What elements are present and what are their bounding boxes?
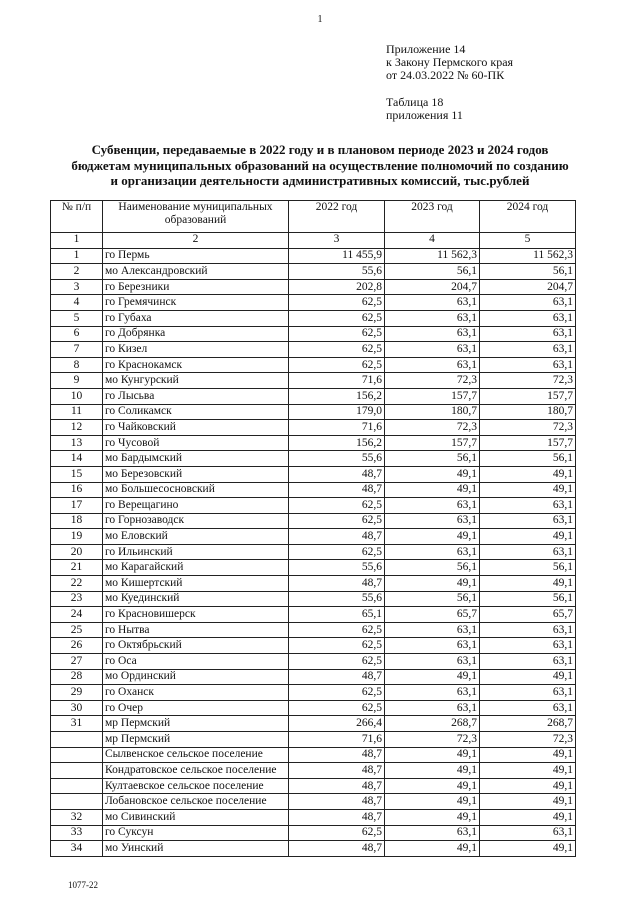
municipality-name: го Чайковский (103, 420, 289, 436)
value-2023: 56,1 (385, 451, 480, 467)
table-row (51, 778, 576, 794)
value-2023: 63,1 (385, 342, 480, 358)
municipality-name: го Березники (103, 279, 289, 295)
row-number: 26 (51, 638, 103, 654)
table-row (51, 809, 576, 825)
footer-code: 1077-22 (68, 880, 98, 890)
row-number: 34 (51, 841, 103, 857)
row-number: 21 (51, 560, 103, 576)
subvention-table (50, 200, 576, 857)
table-row (51, 357, 576, 373)
value-2024: 63,1 (480, 544, 576, 560)
row-number (51, 794, 103, 810)
value-2024: 56,1 (480, 560, 576, 576)
value-2024: 65,7 (480, 607, 576, 623)
row-number: 15 (51, 466, 103, 482)
value-2023: 49,1 (385, 841, 480, 857)
value-2024: 63,1 (480, 295, 576, 311)
value-2024: 63,1 (480, 513, 576, 529)
table-row (51, 248, 576, 264)
table-row (51, 669, 576, 685)
value-2022: 62,5 (289, 498, 385, 514)
value-2022: 55,6 (289, 451, 385, 467)
value-2022: 62,5 (289, 638, 385, 654)
value-2023: 63,1 (385, 638, 480, 654)
table-row (51, 560, 576, 576)
row-number: 3 (51, 279, 103, 295)
value-2022: 55,6 (289, 560, 385, 576)
value-2022: 62,5 (289, 295, 385, 311)
value-2023: 63,1 (385, 498, 480, 514)
value-2023: 63,1 (385, 295, 480, 311)
value-2022: 156,2 (289, 435, 385, 451)
row-number: 31 (51, 716, 103, 732)
header-2024: 2024 год (480, 201, 576, 233)
table-row (51, 622, 576, 638)
value-2024: 11 562,3 (480, 248, 576, 264)
table-label: Таблица 18 (386, 95, 444, 109)
value-2022: 62,5 (289, 825, 385, 841)
value-2024: 157,7 (480, 435, 576, 451)
row-number (51, 747, 103, 763)
row-number: 27 (51, 654, 103, 670)
municipality-name: мо Большесосновский (103, 482, 289, 498)
value-2022: 62,5 (289, 685, 385, 701)
row-number: 14 (51, 451, 103, 467)
page-number: 1 (317, 14, 323, 25)
value-2023: 49,1 (385, 778, 480, 794)
value-2023: 49,1 (385, 763, 480, 779)
table-row (51, 591, 576, 607)
value-2022: 48,7 (289, 763, 385, 779)
law-date: от 24.03.2022 № 60-ПК (386, 68, 505, 82)
value-2023: 157,7 (385, 435, 480, 451)
row-number: 16 (51, 482, 103, 498)
municipality-name: го Краснокамск (103, 357, 289, 373)
row-number: 28 (51, 669, 103, 685)
appendix-label: Приложение 14 (386, 42, 466, 56)
value-2022: 62,5 (289, 700, 385, 716)
value-2023: 63,1 (385, 513, 480, 529)
row-number: 30 (51, 700, 103, 716)
value-2023: 56,1 (385, 560, 480, 576)
row-number (51, 763, 103, 779)
index-1: 1 (51, 233, 103, 249)
value-2024: 49,1 (480, 576, 576, 592)
value-2023: 204,7 (385, 279, 480, 295)
row-number: 29 (51, 685, 103, 701)
value-2024: 49,1 (480, 778, 576, 794)
table-row (51, 451, 576, 467)
header-2023: 2023 год (385, 201, 480, 233)
value-2023: 157,7 (385, 388, 480, 404)
table-row (51, 342, 576, 358)
municipality-name: го Гремячинск (103, 295, 289, 311)
row-number: 5 (51, 310, 103, 326)
row-number: 22 (51, 576, 103, 592)
table-row (51, 576, 576, 592)
value-2022: 71,6 (289, 732, 385, 748)
document-header (386, 43, 513, 82)
value-2023: 72,3 (385, 373, 480, 389)
value-2022: 62,5 (289, 357, 385, 373)
municipality-name: го Красновишерск (103, 607, 289, 623)
municipality-name: го Добрянка (103, 326, 289, 342)
municipality-name: мо Кунгурский (103, 373, 289, 389)
municipality-name: го Губаха (103, 310, 289, 326)
value-2022: 48,7 (289, 576, 385, 592)
municipality-name: Кондратовское сельское поселение (103, 763, 289, 779)
value-2022: 156,2 (289, 388, 385, 404)
value-2024: 56,1 (480, 264, 576, 280)
value-2024: 49,1 (480, 809, 576, 825)
index-4: 4 (385, 233, 480, 249)
table-row (51, 420, 576, 436)
table-row (51, 498, 576, 514)
value-2024: 63,1 (480, 357, 576, 373)
municipality-name: мо Сивинский (103, 809, 289, 825)
table-row (51, 404, 576, 420)
index-2: 2 (103, 233, 289, 249)
row-number: 11 (51, 404, 103, 420)
row-number (51, 778, 103, 794)
municipality-name: го Кизел (103, 342, 289, 358)
title-line-3: и организации деятельности административных комиссий, тыс.рублей (110, 173, 530, 188)
column-index-row (51, 233, 576, 249)
row-number: 8 (51, 357, 103, 373)
value-2024: 56,1 (480, 591, 576, 607)
municipality-name: го Октябрьский (103, 638, 289, 654)
value-2023: 56,1 (385, 264, 480, 280)
value-2024: 49,1 (480, 763, 576, 779)
municipality-name: мр Пермский (103, 716, 289, 732)
value-2023: 63,1 (385, 700, 480, 716)
table-row (51, 310, 576, 326)
value-2023: 180,7 (385, 404, 480, 420)
row-number: 32 (51, 809, 103, 825)
municipality-name: мо Еловский (103, 529, 289, 545)
row-number: 4 (51, 295, 103, 311)
table-row (51, 685, 576, 701)
value-2023: 49,1 (385, 794, 480, 810)
table-row (51, 513, 576, 529)
municipality-name: го Верещагино (103, 498, 289, 514)
value-2024: 180,7 (480, 404, 576, 420)
row-number (51, 732, 103, 748)
value-2023: 63,1 (385, 685, 480, 701)
value-2022: 55,6 (289, 264, 385, 280)
table-row (51, 279, 576, 295)
value-2022: 62,5 (289, 310, 385, 326)
value-2023: 63,1 (385, 310, 480, 326)
value-2024: 63,1 (480, 685, 576, 701)
value-2022: 202,8 (289, 279, 385, 295)
municipality-name: го Соликамск (103, 404, 289, 420)
row-number: 12 (51, 420, 103, 436)
municipality-name: го Очер (103, 700, 289, 716)
value-2024: 49,1 (480, 482, 576, 498)
value-2023: 49,1 (385, 809, 480, 825)
table-row (51, 435, 576, 451)
value-2022: 48,7 (289, 809, 385, 825)
value-2023: 49,1 (385, 747, 480, 763)
value-2024: 49,1 (480, 669, 576, 685)
row-number: 18 (51, 513, 103, 529)
table-row (51, 466, 576, 482)
municipality-name: мо Куединский (103, 591, 289, 607)
table-row (51, 841, 576, 857)
value-2023: 63,1 (385, 825, 480, 841)
table-row (51, 326, 576, 342)
row-number: 9 (51, 373, 103, 389)
table-row (51, 794, 576, 810)
table-row (51, 638, 576, 654)
title-line-2: бюджетам муниципальных образований на осуществление полномочий по созданию (71, 157, 569, 173)
row-number: 13 (51, 435, 103, 451)
table-row (51, 654, 576, 670)
municipality-name: Сылвенское сельское поселение (103, 747, 289, 763)
value-2022: 48,7 (289, 669, 385, 685)
value-2023: 49,1 (385, 466, 480, 482)
table-row (51, 482, 576, 498)
value-2024: 63,1 (480, 700, 576, 716)
value-2023: 72,3 (385, 732, 480, 748)
value-2024: 63,1 (480, 342, 576, 358)
table-row (51, 264, 576, 280)
table-row (51, 544, 576, 560)
municipality-name: го Суксун (103, 825, 289, 841)
table-reference (386, 96, 463, 122)
row-number: 17 (51, 498, 103, 514)
value-2023: 63,1 (385, 654, 480, 670)
header-num: № п/п (51, 201, 103, 233)
value-2022: 62,5 (289, 326, 385, 342)
value-2022: 48,7 (289, 747, 385, 763)
value-2022: 55,6 (289, 591, 385, 607)
law-reference: к Закону Пермского края (386, 55, 514, 69)
value-2023: 72,3 (385, 420, 480, 436)
table-row (51, 825, 576, 841)
row-number: 23 (51, 591, 103, 607)
value-2022: 48,7 (289, 529, 385, 545)
row-number: 7 (51, 342, 103, 358)
municipality-name: мо Александровский (103, 264, 289, 280)
row-number: 33 (51, 825, 103, 841)
value-2024: 63,1 (480, 310, 576, 326)
table-row (51, 607, 576, 623)
value-2022: 62,5 (289, 544, 385, 560)
value-2022: 62,5 (289, 622, 385, 638)
value-2024: 63,1 (480, 654, 576, 670)
value-2022: 65,1 (289, 607, 385, 623)
municipality-name: го Оханск (103, 685, 289, 701)
table-row (51, 373, 576, 389)
header-2022: 2022 год (289, 201, 385, 233)
table-row (51, 388, 576, 404)
value-2024: 63,1 (480, 825, 576, 841)
value-2023: 63,1 (385, 544, 480, 560)
municipality-name: го Оса (103, 654, 289, 670)
municipality-name: го Ильинский (103, 544, 289, 560)
value-2023: 65,7 (385, 607, 480, 623)
table-row (51, 716, 576, 732)
table-row (51, 529, 576, 545)
municipality-name: го Лысьва (103, 388, 289, 404)
value-2022: 48,7 (289, 482, 385, 498)
table-row (51, 732, 576, 748)
table-row (51, 295, 576, 311)
municipality-name: мо Карагайский (103, 560, 289, 576)
municipality-name: мо Березовский (103, 466, 289, 482)
table-row (51, 747, 576, 763)
value-2023: 63,1 (385, 357, 480, 373)
value-2024: 49,1 (480, 841, 576, 857)
municipality-name: мо Уинский (103, 841, 289, 857)
municipality-name: мо Кишертский (103, 576, 289, 592)
value-2024: 63,1 (480, 498, 576, 514)
value-2023: 49,1 (385, 482, 480, 498)
value-2022: 48,7 (289, 466, 385, 482)
value-2024: 72,3 (480, 732, 576, 748)
value-2024: 56,1 (480, 451, 576, 467)
table-row (51, 763, 576, 779)
value-2022: 48,7 (289, 794, 385, 810)
value-2024: 49,1 (480, 794, 576, 810)
row-number: 24 (51, 607, 103, 623)
value-2024: 49,1 (480, 466, 576, 482)
value-2022: 179,0 (289, 404, 385, 420)
row-number: 1 (51, 248, 103, 264)
value-2022: 71,6 (289, 420, 385, 436)
value-2024: 49,1 (480, 529, 576, 545)
value-2023: 49,1 (385, 529, 480, 545)
row-number: 2 (51, 264, 103, 280)
document-title (40, 142, 600, 189)
table-row (51, 700, 576, 716)
municipality-name: Лобановское сельское поселение (103, 794, 289, 810)
title-line-1: Субвенции, передаваемые в 2022 году и в плановом периоде 2023 и 2024 годов (91, 142, 549, 157)
municipality-name: го Нытва (103, 622, 289, 638)
row-number: 10 (51, 388, 103, 404)
value-2022: 62,5 (289, 513, 385, 529)
value-2023: 268,7 (385, 716, 480, 732)
value-2023: 11 562,3 (385, 248, 480, 264)
value-2022: 11 455,9 (289, 248, 385, 264)
value-2022: 62,5 (289, 654, 385, 670)
value-2024: 63,1 (480, 326, 576, 342)
index-5: 5 (480, 233, 576, 249)
row-number: 19 (51, 529, 103, 545)
municipality-name: го Чусовой (103, 435, 289, 451)
municipality-name: мо Бардымский (103, 451, 289, 467)
row-number: 25 (51, 622, 103, 638)
value-2023: 63,1 (385, 326, 480, 342)
value-2023: 49,1 (385, 576, 480, 592)
municipality-name: го Горнозаводск (103, 513, 289, 529)
municipality-name: мо Ординский (103, 669, 289, 685)
table-header-row (51, 201, 576, 233)
value-2022: 266,4 (289, 716, 385, 732)
municipality-name: мр Пермский (103, 732, 289, 748)
municipality-name: Култаевское сельское поселение (103, 778, 289, 794)
value-2024: 157,7 (480, 388, 576, 404)
value-2022: 48,7 (289, 778, 385, 794)
index-3: 3 (289, 233, 385, 249)
table-body (51, 248, 576, 856)
value-2023: 63,1 (385, 622, 480, 638)
municipality-name: го Пермь (103, 248, 289, 264)
row-number: 20 (51, 544, 103, 560)
value-2024: 49,1 (480, 747, 576, 763)
value-2022: 62,5 (289, 342, 385, 358)
value-2024: 72,3 (480, 373, 576, 389)
value-2024: 72,3 (480, 420, 576, 436)
value-2024: 268,7 (480, 716, 576, 732)
value-2024: 204,7 (480, 279, 576, 295)
value-2022: 48,7 (289, 841, 385, 857)
value-2024: 63,1 (480, 638, 576, 654)
table-appendix-label: приложения 11 (386, 108, 463, 122)
value-2022: 71,6 (289, 373, 385, 389)
value-2024: 63,1 (480, 622, 576, 638)
value-2023: 49,1 (385, 669, 480, 685)
row-number: 6 (51, 326, 103, 342)
value-2023: 56,1 (385, 591, 480, 607)
header-name: Наименование муниципальных образований (103, 201, 289, 233)
